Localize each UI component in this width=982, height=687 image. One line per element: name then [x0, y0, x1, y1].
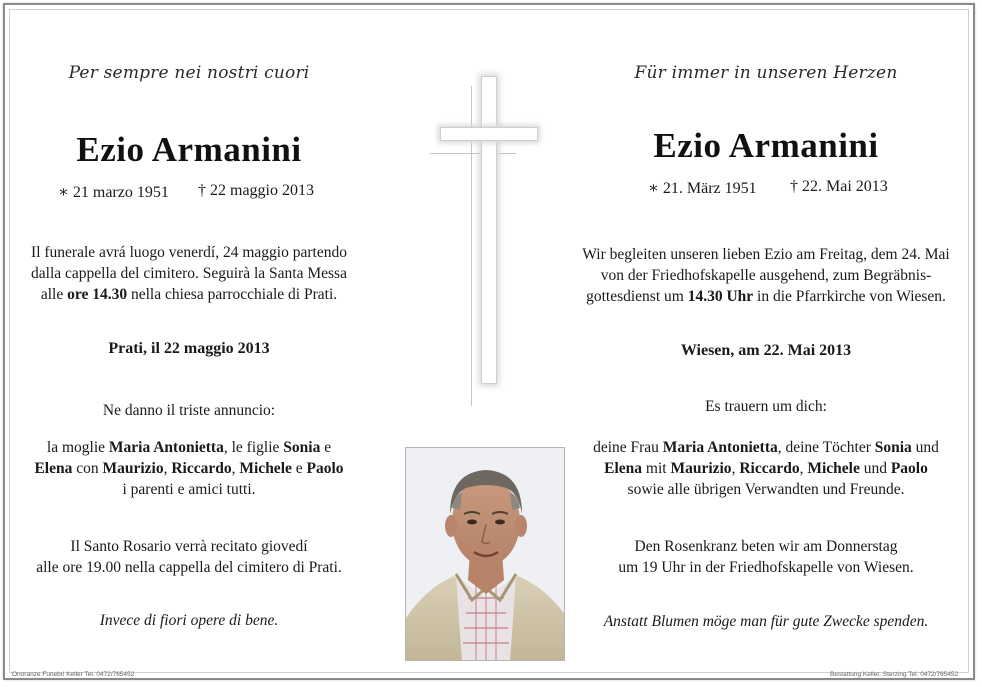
cross-shadow-horizontal — [430, 153, 516, 154]
closing-note-it: Invece di fiori opere di bene. — [99, 612, 279, 629]
birth-date-de: ∗ 21. März 1951 — [648, 180, 757, 197]
deceased-name-de: Ezio Armanini — [653, 126, 879, 165]
motto-it: Per sempre nei nostri cuori — [68, 63, 310, 83]
deceased-name-it: Ezio Armanini — [76, 130, 302, 169]
funeral-notice-de: Wir begleiten unseren lieben Ezio am Freitag, dem 24. Mai von der Friedhofskapelle ausgehend, zum Begräbnis- gottesdienst um 14.30 Uhr in die Pfarrkirche von Wiesen. — [582, 246, 950, 305]
portrait-photo — [405, 447, 565, 661]
family-list-de: deine Frau Maria Antonietta, deine Töchter Sonia und Elena mit Maurizio, Riccardo, Michele und Paolo sowie alle übrigen Verwandten und Freunde. — [593, 439, 939, 498]
death-date-it: † 22 maggio 2013 — [198, 182, 314, 199]
rosary-notice-de: Den Rosenkranz beten wir am Donnerstag um 19 Uhr in der Friedhofskapelle von Wiesen. — [618, 538, 914, 576]
place-date-it: Prati, il 22 maggio 2013 — [108, 340, 270, 357]
cross-icon — [481, 76, 497, 384]
motto-de: Für immer in unseren Herzen — [634, 63, 898, 83]
cross-icon-bar — [440, 127, 538, 141]
announce-it: Ne danno il triste annuncio: — [102, 402, 276, 419]
family-list-it: la moglie Maria Antonietta, le figlie Sonia e Elena con Maurizio, Riccardo, Michele e Paolo i parenti e amici tutti. — [34, 439, 344, 498]
portrait-image — [406, 448, 565, 661]
closing-note-de: Anstatt Blumen möge man für gute Zwecke spenden. — [603, 613, 929, 630]
footer-undertaker-de: Bestattung Keller, Sterzing Tel. 0472/765452 — [830, 671, 959, 678]
rosary-notice-it: Il Santo Rosario verrà recitato giovedí alle ore 19.00 nella cappella del cimitero di Prati. — [36, 538, 342, 576]
funeral-notice-it: Il funerale avrá luogo venerdí, 24 maggio partendo dalla cappella del cimitero. Seguirà la Santa Messa alle ore 14.30 nella chiesa parrocchiale di Prati. — [31, 244, 347, 303]
place-date-de: Wiesen, am 22. Mai 2013 — [680, 342, 852, 359]
birth-date-it: ∗ 21 marzo 1951 — [58, 184, 169, 201]
death-date-de: † 22. Mai 2013 — [790, 178, 888, 195]
announce-de: Es trauern um dich: — [705, 398, 827, 415]
footer-undertaker-it: Onoranze Funebri Keller Tel. 0472/765452 — [12, 671, 135, 678]
